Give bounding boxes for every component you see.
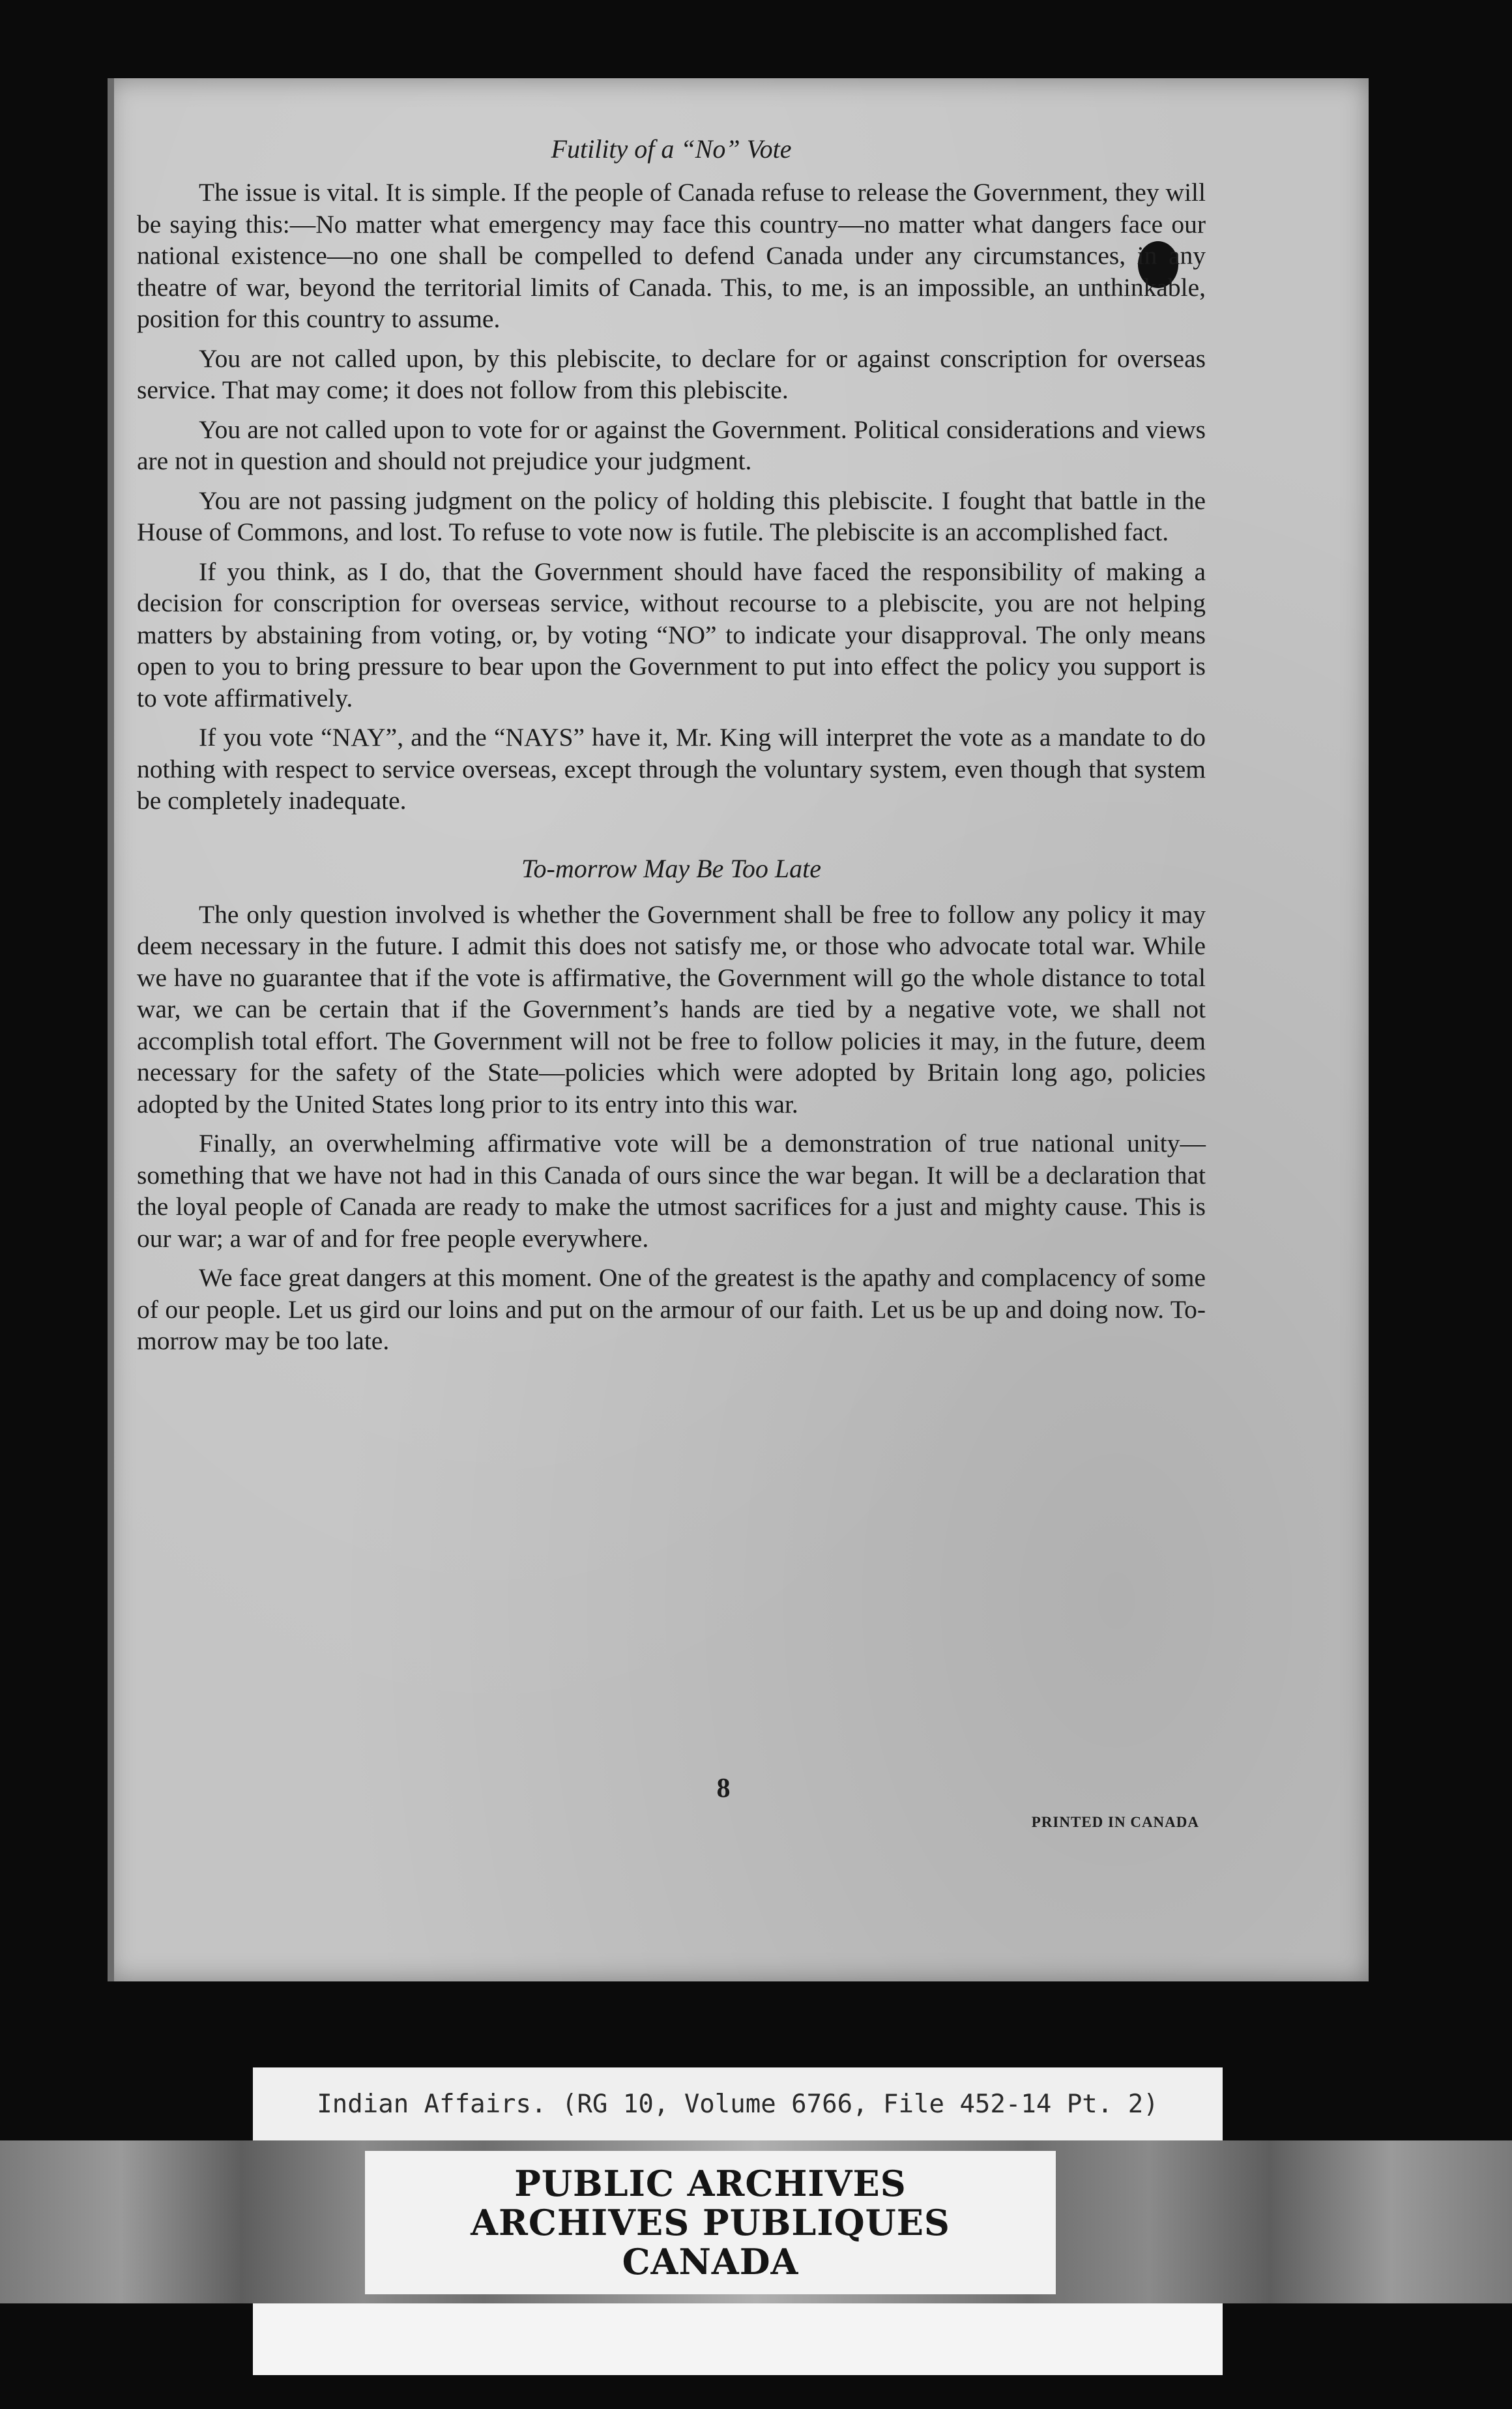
archives-stamp <box>365 2151 1056 2294</box>
stamp-line: CANADA <box>622 2241 799 2283</box>
page-edge-shadow <box>108 78 114 1981</box>
section-heading-tomorrow: To-morrow May Be Too Late <box>521 853 822 883</box>
printed-in-label: PRINTED IN CANADA <box>1031 1814 1199 1830</box>
paragraph: You are not called upon to vote for or against the Government. Political considerations and views are not in question and should not prejudice your judgment. <box>137 415 1206 475</box>
archive-reference-text: Indian Affairs. (RG 10, Volume 6766, File 452-14 Pt. 2) <box>317 2089 1159 2119</box>
document-body <box>137 134 1206 1365</box>
section-heading-futility: Futility of a “No” Vote <box>551 134 792 164</box>
stamp-line: ARCHIVES PUBLIQUES <box>471 2202 950 2243</box>
paragraph: The issue is vital. It is simple. If the people of Canada refuse to release the Government, they will be saying this:—No matter what emergency may face this country—no matter what dangers face our national existence—no one shall be compelled to defend Canada under any circumstances, in any theatre of war, beyond the territorial limits of Canada. This, to me, is an impossible, an unthinkable, position for this country to assume. <box>137 178 1206 333</box>
paragraph: Finally, an overwhelming affirmative vote will be a demonstration of true national unity—something that we have not had in this Canada of ours since the war began. It will be a declaration that the loyal people of Canada are ready to make the utmost sacrifices for a just and mighty cause. This is our war; a war of and for free people everywhere. <box>137 1129 1206 1253</box>
paragraph: You are not called upon, by this plebiscite, to declare for or against conscription for overseas service. That may come; it does not follow from this plebiscite. <box>137 343 1206 404</box>
paragraph: If you vote “NAY”, and the “NAYS” have it, Mr. King will interpret the vote as a mandate to do nothing with respect to service overseas, except through the voluntary system, even though that system be completely inadequate. <box>137 723 1206 815</box>
blank-label <box>253 2303 1223 2375</box>
paragraph: You are not passing judgment on the policy of holding this plebiscite. I fought that battle in the House of Commons, and lost. To refuse to vote now is futile. The plebiscite is an accomplished fact. <box>137 486 1206 546</box>
paragraph: If you think, as I do, that the Government should have faced the responsibility of making a decision for conscription for overseas service, without recourse to a plebiscite, you are not helping matters by abstaining from voting, or, by voting “NO” to indicate your disapproval. The only means open to you to bring pressure to bear upon the Government to put into effect the policy you support is to vote affirmatively. <box>137 557 1206 712</box>
paragraph: The only question involved is whether the Government shall be free to follow any policy it may deem necessary in the future. I admit this does not satisfy me, or those who advocate total war. While we have no guarantee that if the vote is affirmative, the Government will go the whole distance to total war, we can be certain that if the Government’s hands are tied by a negative vote, we shall not accomplish total effort. The Government will not be free to follow policies it may, in the future, deem necessary for the safety of the State—policies which were adopted by Britain long ago, policies adopted by the United States long prior to its entry into this war. <box>137 899 1206 1118</box>
page-number: 8 <box>716 1774 731 1803</box>
archive-reference-label <box>253 2067 1223 2140</box>
paragraph: We face great dangers at this moment. One of the greatest is the apathy and complacency of some of our people. Let us gird our loins and put on the armour of our faith. Let us be up and doing now. To-morrow may be too late. <box>137 1263 1206 1355</box>
stamp-line: PUBLIC ARCHIVES <box>514 2163 907 2204</box>
